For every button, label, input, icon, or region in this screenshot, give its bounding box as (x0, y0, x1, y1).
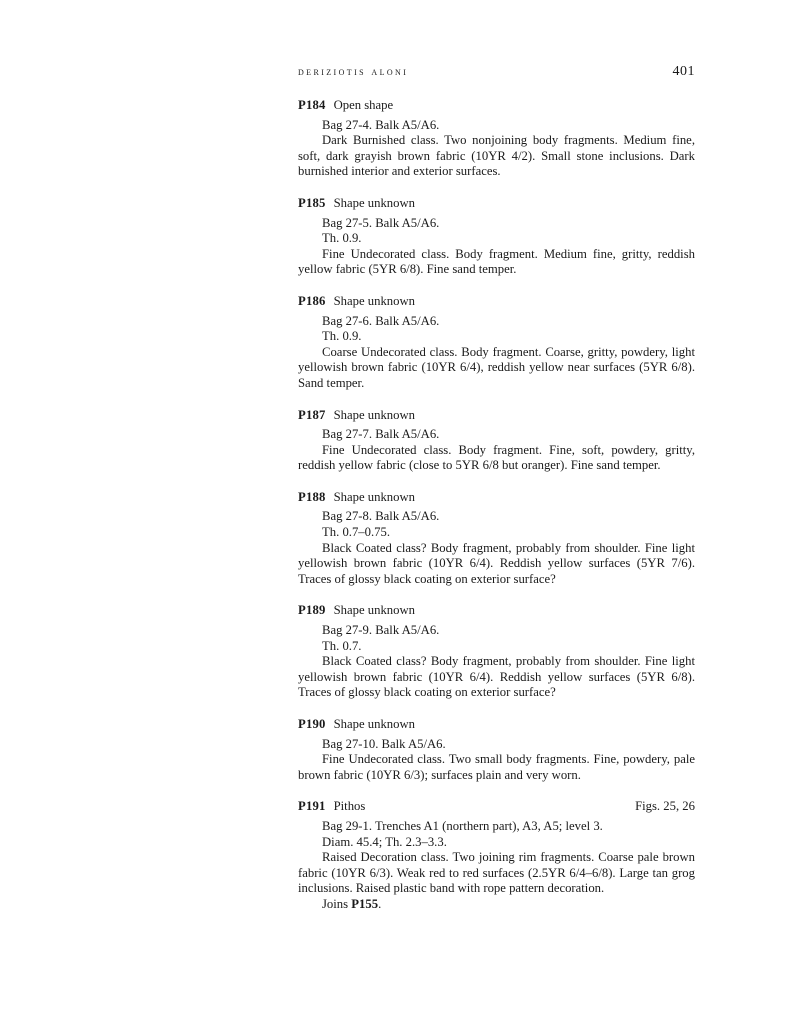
entry-measurements: Th. 0.7–0.75. (322, 525, 391, 540)
entry-measurements: Th. 0.7. (322, 638, 362, 653)
running-head (298, 64, 695, 82)
entry-shape: Open shape (333, 98, 394, 112)
catalog-entry-p187 (298, 408, 695, 474)
entry-id: P185 (298, 195, 326, 210)
entry-shape: Shape unknown (333, 195, 415, 210)
catalog-entry-p184 (298, 98, 695, 180)
entry-shape: Shape unknown (333, 489, 415, 504)
running-title: deriziotis aloni (298, 64, 409, 78)
entry-bag: Bag 27-4. Balk A5/A6. (322, 117, 440, 132)
entry-description: Fine Undecorated class. Body fragment. Fine, soft, powdery, gritty, reddish yellow fabric (close to 5YR 6/8 but oranger). Fine sand temper. (298, 442, 695, 473)
catalog-entry-p189 (298, 603, 695, 701)
entry-bag: Bag 27-6. Balk A5/A6. (322, 313, 440, 328)
entry-bag: Bag 27-8. Balk A5/A6. (322, 509, 440, 524)
catalog-entry-p186 (298, 294, 695, 392)
catalog-entry-p191 (298, 799, 695, 912)
entry-measurements: Diam. 45.4; Th. 2.3–3.3. (322, 834, 447, 849)
catalog-entry-p188 (298, 490, 695, 588)
entry-description: Fine Undecorated class. Body fragment. Medium fine, gritty, reddish yellow fabric (5YR 6/8). Fine sand temper. (298, 246, 695, 277)
entry-shape: Pithos (333, 799, 366, 814)
entry-id: P189 (298, 603, 326, 618)
entry-joins (298, 897, 695, 913)
entry-description: Raised Decoration class. Two joining rim fragments. Coarse pale brown fabric (10YR 6/3). Weak red to red surfaces (2.5YR 6/4–6/8). Large tan grog inclusions. Raised plastic band with rope pattern decoration. (298, 850, 695, 896)
entry-id: P184 (298, 98, 326, 112)
entry-measurements: Th. 0.9. (322, 329, 362, 344)
entry-header (298, 408, 695, 424)
entry-measurements: Th. 0.9. (322, 231, 362, 246)
joins-reference: P155 (351, 896, 379, 911)
entry-bag: Bag 27-10. Balk A5/A6. (322, 736, 446, 751)
entry-id: P190 (298, 717, 326, 731)
entry-bag: Bag 29-1. Trenches A1 (northern part), A3, A5; level 3. (322, 818, 603, 833)
joins-label: Joins (322, 896, 352, 911)
entry-header (298, 294, 695, 310)
entry-description: Dark Burnished class. Two nonjoining body fragments. Medium fine, soft, dark grayish brown fabric (10YR 4/2). Small stone inclusions. Dark burnished interior and exterior surfaces. (298, 133, 695, 179)
entry-bag: Bag 27-5. Balk A5/A6. (322, 215, 440, 230)
entry-id: P188 (298, 489, 326, 504)
entry-header (298, 603, 695, 619)
catalog-entry-p190 (298, 717, 695, 783)
entry-description: Fine Undecorated class. Two small body fragments. Fine, powdery, pale brown fabric (10YR 6/3); surfaces plain and very worn. (298, 752, 695, 782)
entry-description: Coarse Undecorated class. Body fragment. Coarse, gritty, powdery, light yellowish brown fabric (10YR 6/4), reddish yellow near surfaces (5YR 6/8). Sand temper. (298, 344, 695, 390)
entry-id: P187 (298, 407, 326, 422)
entry-bag: Bag 27-7. Balk A5/A6. (322, 427, 440, 442)
entry-header (298, 490, 695, 506)
entry-id: P191 (298, 799, 326, 814)
catalog-entry-p185 (298, 196, 695, 278)
entry-header (298, 196, 695, 212)
catalog-list (298, 98, 695, 929)
entry-id: P186 (298, 293, 326, 308)
entry-shape: Shape unknown (333, 717, 415, 731)
entry-bag: Bag 27-9. Balk A5/A6. (322, 623, 440, 638)
entry-figure-reference: Figs. 25, 26 (635, 799, 695, 814)
entry-description: Black Coated class? Body fragment, probably from shoulder. Fine light yellowish brown fabric (10YR 6/4). Reddish yellow surfaces (5YR 7/6). Traces of glossy black coating on exterior surface? (298, 540, 695, 586)
entry-shape: Shape unknown (333, 293, 415, 308)
entry-shape: Shape unknown (333, 407, 415, 422)
entry-description: Black Coated class? Body fragment, probably from shoulder. Fine light yellowish brown fabric (10YR 6/4). Reddish yellow surfaces (5YR 6/8). Traces of glossy black coating on exterior surface? (298, 654, 695, 700)
entry-header (298, 98, 695, 114)
joins-end: . (378, 896, 382, 911)
page-number: 401 (672, 64, 695, 79)
entry-header (298, 717, 695, 733)
entry-header (298, 799, 695, 815)
entry-shape: Shape unknown (333, 603, 415, 618)
